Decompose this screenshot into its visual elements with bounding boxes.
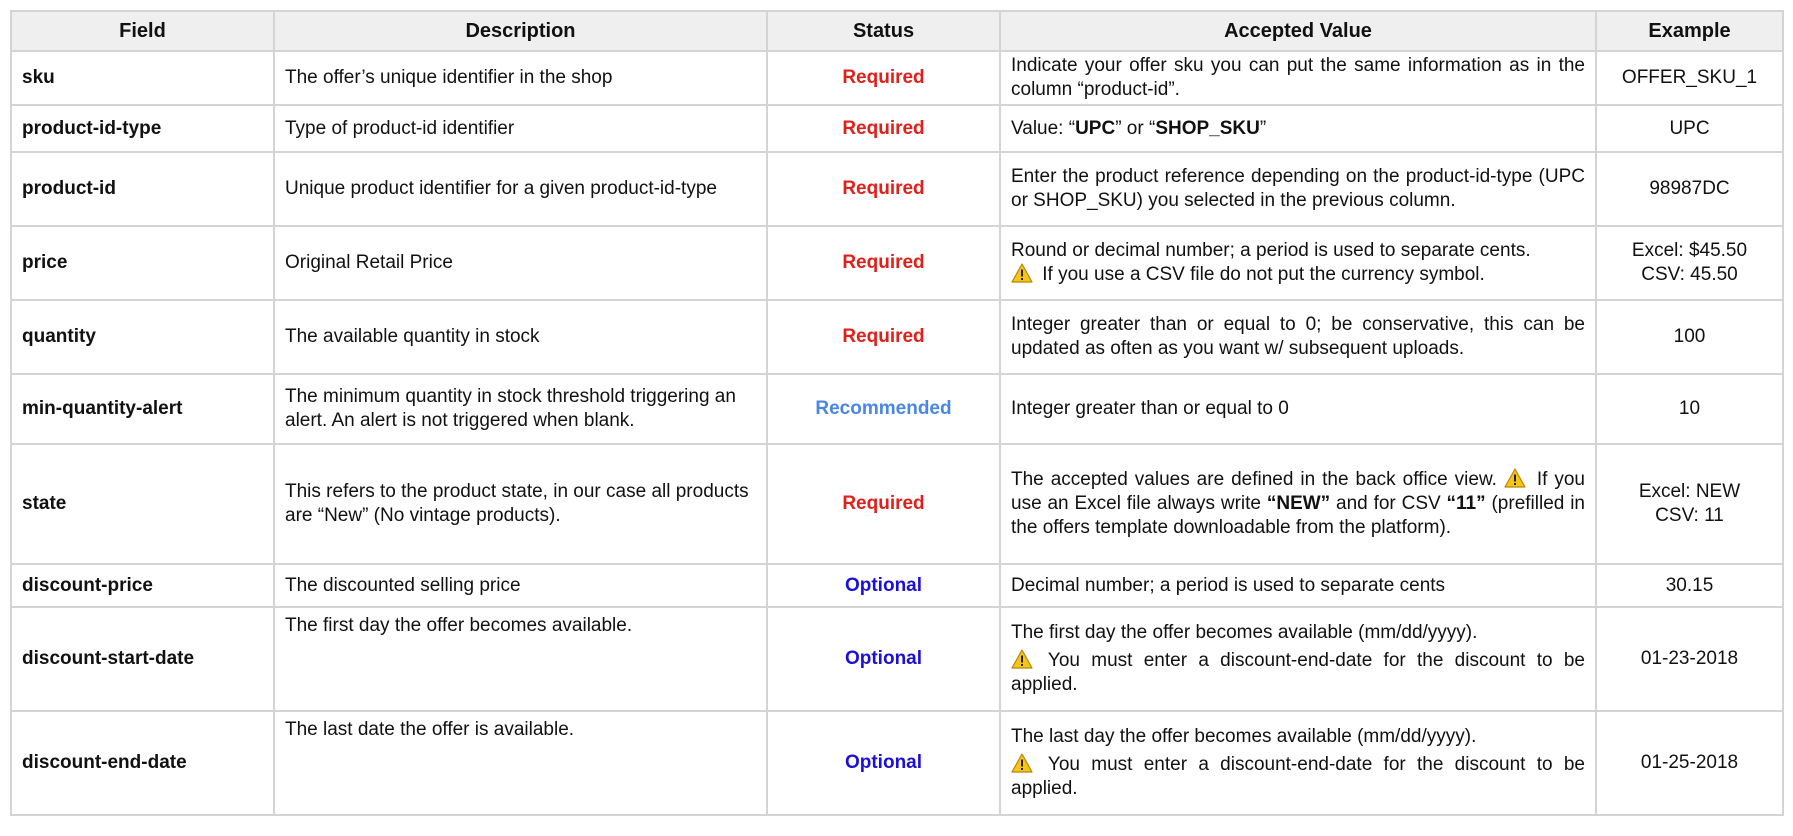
example-cell: 100 xyxy=(1596,300,1783,374)
status-required: Required xyxy=(767,444,1000,564)
accepted-text: Round or decimal number; a period is used to separate cents. xyxy=(1011,240,1531,261)
example-cell xyxy=(1596,226,1783,300)
status-optional: Optional xyxy=(767,711,1000,815)
table-row xyxy=(11,444,1783,564)
example-excel: Excel: $45.50 xyxy=(1631,240,1748,261)
accepted-text: You must enter a discount-end-date for the discount to be applied. xyxy=(1011,650,1585,695)
accepted-value-cell xyxy=(1000,226,1596,300)
table-row xyxy=(11,152,1783,226)
example-cell: 01-23-2018 xyxy=(1596,607,1783,711)
description-cell: Type of product-id identifier xyxy=(274,105,767,152)
header-status: Status xyxy=(767,11,1000,51)
status-required: Required xyxy=(767,152,1000,226)
accepted-text: If you use a CSV file do not put the currency symbol. xyxy=(1037,264,1485,285)
description-cell: The discounted selling price xyxy=(274,564,767,607)
accepted-text: Value: “ xyxy=(1011,117,1076,139)
warning-icon xyxy=(1011,263,1033,283)
accepted-value-cell: Decimal number; a period is used to separate cents xyxy=(1000,564,1596,607)
accepted-text: The accepted values are defined in the back office view. xyxy=(1011,469,1504,490)
warning-icon xyxy=(1011,753,1033,773)
header-description: Description xyxy=(274,11,767,51)
accepted-bold-value: “NEW” xyxy=(1266,493,1331,514)
description-cell: The available quantity in stock xyxy=(274,300,767,374)
table-row xyxy=(11,564,1783,607)
example-cell: UPC xyxy=(1596,105,1783,152)
example-cell: 30.15 xyxy=(1596,564,1783,607)
status-optional: Optional xyxy=(767,564,1000,607)
field-cell: product-id xyxy=(11,152,274,226)
field-cell: state xyxy=(11,444,274,564)
accepted-text: ” or “ xyxy=(1115,117,1156,139)
field-cell: product-id-type xyxy=(11,105,274,152)
field-cell: price xyxy=(11,226,274,300)
header-example: Example xyxy=(1596,11,1783,51)
description-cell: Original Retail Price xyxy=(274,226,767,300)
status-required: Required xyxy=(767,226,1000,300)
field-cell: min-quantity-alert xyxy=(11,374,274,444)
accepted-text: The last day the offer becomes available (mm/dd/yyyy). xyxy=(1011,726,1477,747)
table-row xyxy=(11,105,1783,152)
accepted-value-cell xyxy=(1000,711,1596,815)
example-cell: 98987DC xyxy=(1596,152,1783,226)
field-cell: discount-start-date xyxy=(11,607,274,711)
status-required: Required xyxy=(767,105,1000,152)
status-required: Required xyxy=(767,300,1000,374)
accepted-text: You must enter a discount-end-date for the discount to be applied. xyxy=(1011,754,1585,799)
offers-fields-table xyxy=(10,10,1784,816)
accepted-bold-value: SHOP_SKU xyxy=(1155,117,1260,139)
accepted-value-cell: Integer greater than or equal to 0 xyxy=(1000,374,1596,444)
example-excel: Excel: NEW xyxy=(1638,481,1741,502)
description-cell: The minimum quantity in stock threshold triggering an alert. An alert is not triggered when blank. xyxy=(274,374,767,444)
accepted-bold-value: UPC xyxy=(1075,117,1116,139)
table-row xyxy=(11,226,1783,300)
description-cell: This refers to the product state, in our case all products are “New” (No vintage products). xyxy=(274,444,767,564)
accepted-value-cell xyxy=(1000,607,1596,711)
table-row xyxy=(11,607,1783,711)
field-cell: discount-price xyxy=(11,564,274,607)
table-row xyxy=(11,374,1783,444)
table-header-row xyxy=(11,11,1783,51)
status-recommended: Recommended xyxy=(767,374,1000,444)
example-csv: CSV: 45.50 xyxy=(1641,264,1738,285)
accepted-value-cell: Indicate your offer sku you can put the same information as in the column “product-id”. xyxy=(1000,51,1596,105)
field-cell: discount-end-date xyxy=(11,711,274,815)
example-cell: 01-25-2018 xyxy=(1596,711,1783,815)
example-cell xyxy=(1596,444,1783,564)
field-cell: sku xyxy=(11,51,274,105)
warning-icon xyxy=(1011,649,1033,669)
example-cell: 10 xyxy=(1596,374,1783,444)
accepted-value-cell xyxy=(1000,105,1596,152)
example-cell: OFFER_SKU_1 xyxy=(1596,51,1783,105)
description-cell: The last date the offer is available. xyxy=(274,711,767,815)
header-field: Field xyxy=(11,11,274,51)
field-cell: quantity xyxy=(11,300,274,374)
accepted-text: and for CSV xyxy=(1330,493,1447,514)
accepted-value-cell: Integer greater than or equal to 0; be conservative, this can be updated as often as you want w/ subsequent uploads. xyxy=(1000,300,1596,374)
status-required: Required xyxy=(767,51,1000,105)
warning-icon xyxy=(1504,468,1526,488)
table-row xyxy=(11,300,1783,374)
accepted-text: If you use an Excel file always write xyxy=(1011,469,1585,514)
table-row xyxy=(11,51,1783,105)
description-cell: The first day the offer becomes available. xyxy=(274,607,767,711)
description-cell: Unique product identifier for a given product-id-type xyxy=(274,152,767,226)
header-accepted-value: Accepted Value xyxy=(1000,11,1596,51)
status-optional: Optional xyxy=(767,607,1000,711)
accepted-text: (prefilled in the offers template downloadable from the platform). xyxy=(1011,493,1585,538)
accepted-text: ” xyxy=(1259,117,1267,139)
accepted-value-cell xyxy=(1000,444,1596,564)
example-csv: CSV: 11 xyxy=(1655,505,1724,526)
accepted-bold-value: “11” xyxy=(1446,493,1486,514)
accepted-text: The first day the offer becomes available (mm/dd/yyyy). xyxy=(1011,622,1478,643)
accepted-value-cell: Enter the product reference depending on the product-id-type (UPC or SHOP_SKU) you selected in the previous column. xyxy=(1000,152,1596,226)
table-row xyxy=(11,711,1783,815)
description-cell: The offer’s unique identifier in the shop xyxy=(274,51,767,105)
